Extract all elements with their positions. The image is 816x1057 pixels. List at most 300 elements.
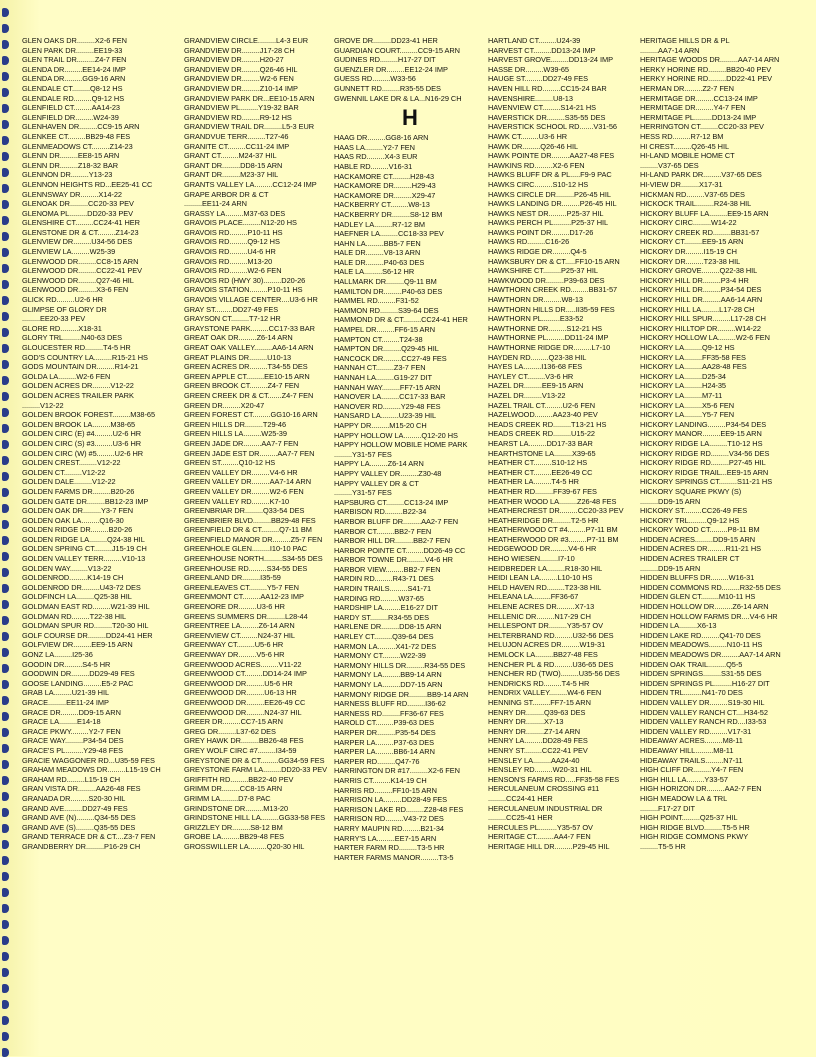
street-entry: GREENWAY DR.........V5-6 HR [184,650,285,659]
street-entry: .........DD9-15 ARN [640,563,701,573]
binding-hole [2,184,9,193]
street-entry: .........T5-5 HR [640,841,686,851]
street-entry: HAZEL DR.........EE9-15 ARN [488,381,584,391]
street-entry: HELENE ACRES DR.........X7-13 [488,602,595,612]
street-entry: HARNESS BLUFF RD.........I36-62 [334,699,446,709]
street-entry: HAPSBURG CT.........CC13-24 IMP [334,497,449,507]
street-entry: HICKORY LA.........Y5-7 FEN [640,410,735,420]
street-entry: HENSLEY RD.........W20-31 HIL [488,765,592,775]
binding-hole [2,600,9,609]
street-entry: GREENBRIAR DR.........Q33-54 DES [184,506,305,516]
street-entry: HICKORY CREEK RD.........BB31-57 [640,227,760,237]
street-entry: GREAT PLAINS DR.........U10-13 [184,352,292,362]
street-entry: GREENFIELD DR & CT.........Q7-11 BM [184,525,312,535]
binding-hole [2,88,9,97]
street-entry: HICKMAN RD.........V37-65 DES [640,189,745,199]
street-entry: HIDDEN LA.........X6-13 [640,621,717,631]
street-entry: GREYSTONE DR & CT.........GG34-59 FES [184,755,325,765]
binding-hole [2,520,9,529]
street-entry: GUARDIAN COURT.........CC9-15 ARN [334,45,460,55]
street-entry: GREEN FOREST CT.........GG10-16 ARN [184,410,318,420]
street-entry: HIDDEN SPRINGS.........S31-55 DES [640,669,762,679]
street-entry: HANCOCK DR.........CC27-49 FES [334,353,447,363]
street-entry: GLENDA DR.........EE14-24 IMP [22,64,126,74]
street-entry: HARBOR BLUFF DR.........AA2-7 FEN [334,516,459,526]
street-entry: GOLDEN OAK LA.........Q16-30 [22,515,124,525]
binding-hole [2,56,9,65]
street-entry: HAWTHORN PL.........E33-52 [488,314,584,324]
street-entry: HAWKS BLUFF DR & PL.....F9-9 PAC [488,170,612,180]
street-entry: HAPPY HOLLOW LA.........Q12-20 HS [334,430,458,440]
column-4 [488,36,638,851]
street-entry: GOLDEN BROOK LA.........M38-65 [22,419,136,429]
street-entry: GLENWOOD DR.........X3-6 FEN [22,285,129,295]
street-entry: GONZ LA.........I25-36 [22,650,93,659]
street-entry: GRACE.........EE11-24 IMP [22,697,109,707]
street-entry: HAROLD CT.........P39-63 DES [334,718,435,728]
street-entry: HIDEAWAY HILL.........M8-11 [640,745,734,755]
street-entry: HAZELWOOD.........AA23-40 PEV [488,410,598,420]
street-entry: HARTER FARM RD.........T3-5 HR [334,843,445,853]
street-entry: GREEN BROOK CT.........Z4-7 FEN [184,381,300,391]
street-entry: GLENKEE CT.........BB29-48 FES [22,131,131,141]
street-entry: GOLDEN CIRC (W) #5.........U2-6 HR [22,448,144,458]
street-entry: HIDDEN LAKE RD.........Q41-70 DES [640,630,761,640]
street-entry: HICKORY HILLTOP DR.........W14-22 [640,323,761,333]
street-entry: HEATHER WOOD LA.........Z26-48 FES [488,496,617,506]
street-entry: HENSON'S FARMS RD.....FF35-58 FES [488,774,620,784]
street-entry: GOLDMAN SPUR RD.........T20-30 HIL [22,621,149,631]
street-entry: HEARST LA.........DD17-33 BAR [488,438,593,448]
column-5 [640,36,798,851]
street-entry: HIGH RIDGE BLVD.........T5-5 HR [640,822,750,832]
street-entry: GOLDEN CREST.........V12-22 [22,458,121,468]
street-entry: GREEN HILLS DR.........T29-46 [184,419,287,429]
street-entry: HIDDEN SPRINGS PL.........H16-27 DIT [640,678,770,688]
street-entry: HAAS RD.........X4-3 EUR [334,152,418,162]
street-entry: HAYDEN RD.........Q23-38 HIL [488,352,587,362]
street-entry: HASSE DR.........W39-65 [488,64,569,74]
street-entry: HANOVER LA.........CC17-33 BAR [334,392,446,402]
binding-hole [2,904,9,913]
street-entry: HEHO WIESEN.........I7-10 [488,554,575,564]
street-entry: GRAVOIS STATION.........P10-11 HS [184,285,303,295]
street-entry: HERMITAGE DR.........Y4-7 FEN [640,103,746,113]
street-entry: HEIDI LEAN LA.........L10-10 HS [488,573,593,583]
street-entry: GRANTS VALLEY LA.........CC12-24 IMP [184,179,317,189]
street-entry: GLENVIEW LA.........W25-39 [22,247,116,257]
spiral-binding [0,0,12,1056]
street-entry: GREEN VALLEY DR.........V4-6 HR [184,467,298,477]
street-entry: GREENVIEW CT.........N24-37 HIL [184,630,295,640]
street-entry: HENDRIX VALLEY.........W4-6 FEN [488,688,602,698]
street-entry: HAWKS CIRCLE DR.........P26-45 HIL [488,189,611,199]
street-entry: HAWKINS RD.........X2-6 FEN [488,160,585,170]
binding-hole [2,264,9,273]
street-entry: GRAY ST.........DD27-49 FES [184,304,279,314]
street-entry: GREENWOOD DR.........EE26-49 CC [184,697,306,707]
street-entry: GLENOAK DR.........CC20-33 PEV [22,199,134,209]
binding-hole [2,968,9,977]
street-entry: GRACE DR.........DD9-15 ARN [22,707,121,717]
street-entry: HICKORY LANDING.........P34-54 DES [640,419,767,429]
street-entry: HAWTHORN CREEK RD.........BB31-57 [488,285,618,295]
street-entry: HACKAMORE DR.........X29-47 [334,190,436,200]
street-entry: HEATHERWOOD CT #4.........P7-11 BM [488,525,618,535]
binding-hole [2,40,9,49]
street-entry: HARBOR POINTE CT.........DD26-49 CC [334,545,466,555]
street-entry: HARDIN TRAILS.........S41-71 [334,584,432,594]
street-entry: HARMONY LA.........BB9-14 ARN [334,670,442,680]
street-entry: GRINDSTONE HILL LA.........GG33-58 FES [184,813,326,823]
street-entry: GRANADA DR.........S20-30 HIL [22,793,126,803]
street-entry: HAMMOND DR & CT.........CC24-41 HER [334,315,468,325]
street-entry: HAWK CT.........U3-6 HR [488,131,568,141]
binding-hole [2,584,9,593]
street-entry: GREENWAY CT.........U5-6 HR [184,640,284,650]
street-entry: GOLF COURSE DR.........DD24-41 HER [22,630,153,640]
street-entry: GLENFIELD CT.........AA14-23 [22,103,120,113]
binding-hole [2,440,9,449]
street-entry: HICKORY CIRC.........W14-22 [640,218,737,228]
street-entry: GRAVOIS RD.........Q9-12 HS [184,237,280,247]
street-entry: HALE DR.........V8-13 ARN [334,248,421,258]
street-entry: GOLDEN OAK DR.........Y3-7 FEN [22,506,134,516]
street-entry: HI-LAND MOBILE HOME CT [640,151,735,161]
street-entry: HEARTHSTONE LA.........X39-65 [488,448,596,458]
street-entry: HAMMON RD.........S39-64 DES [334,305,439,315]
street-entry: GLENN DR.........EE8-15 ARN [22,151,120,161]
street-entry: GREY HAWK DR.........BB26-48 FES [184,736,304,746]
street-entry: GOLDEN FARMS DR.........B20-26 [22,486,135,496]
street-entry: GRINDSTONE DR.........M13-20 [184,803,289,813]
street-entry: HAPPY HOLLOW MOBILE HOME PARK [334,440,468,450]
street-entry: .........CC24-41 HER [488,793,553,803]
street-entry: HEATHERCREST DR.........CC20-33 PEV [488,506,624,516]
street-entry: GOLDMAN EAST RD.........W21-39 HIL [22,602,150,612]
street-entry: GUENZLER DR.........EE12-24 IMP [334,64,448,74]
street-entry: HARRINGTON DR #17.........X2-6 FEN [334,766,460,776]
binding-hole [2,136,9,145]
street-entry: HARPER LA.........BB6-14 ARN [334,747,435,757]
street-entry: GREG DR.........L37-62 DES [184,726,276,736]
street-entry: .........Y31-57 FES [334,449,392,459]
column-1 [22,36,184,851]
binding-hole [2,104,9,113]
street-entry: HIDDEN VALLEY RD.........V17-31 [640,726,752,736]
binding-hole [2,1000,9,1009]
street-entry: GRAND AVE (S).........Q35-55 DES [22,822,136,832]
street-entry: HAEFNER LA.........CC18-33 PEV [334,229,444,239]
street-entry: HIDDEN VALLEY RANCH RD....I33-53 [640,717,767,727]
street-entry: HENDRICKS RD.........T4-5 HR [488,678,590,688]
street-entry: GREENWOOD CT.........DD14-24 IMP [184,669,307,679]
street-entry: HARDY ST.........R34-55 DES [334,612,430,622]
street-entry: HICKORY RIDGE TRAIL...EE9-15 ARN [640,467,769,477]
street-entry: HEATHERIDGE DR.........T2-5 HR [488,515,599,525]
street-entry: GREEN VALLEY DR.........W2-6 FEN [184,486,304,496]
street-entry: HIDDEN HOLLOW FARMS DR....V4-6 HR [640,611,778,621]
street-entry: GOLDEN CIRC (E) #4.........U2-6 HR [22,429,142,439]
binding-hole [2,216,9,225]
street-entry: HAVEN HILL RD.........CC15-24 BAR [488,83,607,93]
street-entry: GREENWOOD DR.........N24-37 HIL [184,707,302,717]
binding-hole [2,456,9,465]
street-entry: HIDDEN HOLLOW DR.........Z6-14 ARN [640,602,769,612]
street-entry: GLENWOOD DR.........CC22-41 PEV [22,266,143,276]
street-entry: HAWKS RD.........C16-26 [488,237,570,247]
binding-hole [2,408,9,417]
street-entry: HAPPY DR.........M15-20 CH [334,420,427,430]
street-entry: GOLDEN CT.........V12-22 [22,467,106,477]
street-entry: HARTER FARMS MANOR.........T3-5 [334,852,454,862]
binding-hole [2,152,9,161]
street-entry: HIDDEN ACRES TRAILER CT [640,554,740,564]
street-entry: HAWKWOOD DR.........P39-63 DES [488,275,605,285]
street-entry: HARBOR VIEW.........BB2-7 FEN [334,564,441,574]
street-entry: HIDDEN TRL.........N41-70 DES [640,688,743,698]
street-entry: GREENLAND DR.........I35-59 [184,573,281,583]
street-entry: HICKORY LA.........FF35-58 FES [640,352,746,362]
street-entry: HELLENIC DR.........N17-29 CH [488,611,591,621]
street-entry: HICKORY LA.........X5-6 FEN [640,400,735,410]
street-entry: GRAND AVE (N).........Q34-55 DES [22,813,136,823]
street-entry: HAWK DR.........Q26-46 HIL [488,141,579,151]
street-entry: HIGH POINT.........Q25-37 HIL [640,813,738,823]
street-entry: GREEN HILLS LA.........W25-39 [184,429,287,439]
street-entry: HEADS CREEK RD.........T13-21 HS [488,419,607,429]
binding-hole [2,1016,9,1025]
binding-hole [2,664,9,673]
street-entry: HARBOR HILL DR.........BB2-7 FEN [334,536,450,546]
column-3 [334,36,486,862]
street-entry: HELEANA LA.........FF36-67 [488,592,579,602]
binding-hole [2,872,9,881]
street-entry: GRAVOIS RD.........M13-20 [184,256,273,266]
street-entry: HERITAGE HILL DR.........P29-45 HIL [488,841,610,851]
street-entry: HARMONY HILLS DR.........R34-55 DES [334,660,466,670]
street-entry: HANSARD LA.........U23-39 HIL [334,411,437,421]
street-entry: HIDDEN ACRES.........DD9-15 ARN [640,534,756,544]
street-entry: GREEN ACRES DR.........T34-55 DES [184,362,308,372]
street-entry: GRANDVIEW DR.........J17-28 CH [184,45,295,55]
street-entry: HAMILTON DR.........P40-63 DES [334,286,443,296]
street-entry: HICKORY LA.........AA28-48 FES [640,362,747,372]
street-entry: HAVENVIEW CT.........S14-21 HS [488,103,597,113]
street-entry: HICKORY HILL SPUR.........L17-28 CH [640,314,766,324]
street-entry: HENCHER RD (TWO).........U35-56 DES [488,669,620,679]
binding-hole [2,888,9,897]
street-entry: GRANDVIEW RD.........R9-12 HS [184,112,292,122]
street-entry: GLENWOOD DR.........Q27-46 HIL [22,275,134,285]
binding-hole [2,504,9,513]
street-entry: HIGH HILL LA.........Y33-57 [640,774,728,784]
street-entry: HAWK POINTE DR.........AA27-48 FES [488,151,615,161]
street-entry: GRAVOIS RD (HWY 30).........D20-26 [184,275,306,285]
binding-hole [2,984,9,993]
street-entry: HICKORY ST.........CC26-49 FES [640,506,748,516]
street-entry: GLEN OAKS DR.........X2-6 FEN [22,36,127,45]
street-entry: HARPER LA.........P37-63 DES [334,737,435,747]
street-entry: .........Y31-57 FES [334,488,392,498]
street-entry: GROBE LA.........BB29-48 FES [184,832,285,842]
street-entry: HELLESPONT DR.........Y35-57 OV [488,621,603,631]
binding-hole [2,536,9,545]
street-entry: GLENDALE RD.........Q9-12 HS [22,93,125,103]
street-entry: HALE DR.........P40-63 DES [334,257,425,267]
street-entry: HERCULANEUM CROSSING #11 [488,784,600,794]
street-entry: GRANDVIEW PL.........Y19-32 BAR [184,103,299,113]
street-entry: HIDDEN OAK TRAIL.........Q5-5 [640,659,743,669]
street-entry: HICKORY LA.........M7-11 [640,390,723,400]
street-entry: GLICK RD.........U2-6 HR [22,295,103,305]
street-entry: GLENSHIRE CT.........CC24-41 HER [22,218,140,228]
binding-hole [2,376,9,385]
street-entry: GLENVIEW DR.........U34-56 DES [22,237,133,247]
street-entry: GRAB LA.........U21-39 HIL [22,688,110,698]
street-entry: HANOVER RD.........Y29-48 FES [334,401,441,411]
binding-hole [2,632,9,641]
street-entry: GRAYSTONE PARK.........CC17-33 BAR [184,323,315,333]
street-entry: HARRISON LAKE RD.........Z28-48 FES [334,804,464,814]
street-entry: HAYLEY CT.........V3-6 HR [488,371,574,381]
street-entry: HIDDEN MEADOWS DR.........AA7-14 ARN [640,650,781,659]
street-entry: GREENORE DR.........U3-6 HR [184,602,285,612]
street-entry: .........DD9-15 ARN [640,496,701,506]
street-entry: GWENNIL LAKE DR & LA...N16-29 CH [334,93,462,103]
street-entry: HADLEY LA.........R7-12 BM [334,219,425,229]
street-entry: GREEN CREEK DR & CT.......Z4-7 FEN [184,390,314,400]
binding-hole [2,856,9,865]
street-entry: GOLFVIEW DR.........EE9-15 ARN [22,640,133,650]
street-entry: GRANDVIEW TRAIL DR.........L5-3 EUR [184,122,315,132]
street-entry: HAMMEL RD.........F31-52 [334,296,419,306]
binding-hole [2,280,9,289]
street-entry: HICKORY MANOR.........EE9-15 ARN [640,429,762,439]
street-entry: GRANDVIEW CIRCLE.........L4-3 EUR [184,36,309,45]
binding-hole [2,488,9,497]
street-entry: GRAVOIS RD.........U4-6 HR [184,247,276,257]
street-entry: HI-VIEW DR.........X17-31 [640,179,723,189]
street-entry: .........EE11-24 ARN [184,199,247,209]
street-entry: HAMPEL DR.........FF6-15 ARN [334,325,435,335]
street-entry: GRAN VISTA DR.........AA26-48 FES [22,784,141,794]
street-entry: GRACE PKWY.........Y2-7 FEN [22,726,121,736]
street-entry: GRAYSON CT.........T7-12 HR [184,314,281,324]
binding-hole [2,552,9,561]
binding-hole [2,248,9,257]
street-entry: GRIFFITH RD.........BB22-40 PEV [184,774,294,784]
street-entry: GOLDA LA.........W2-6 FEN [22,371,111,381]
street-entry: HICKORY CT.........EE9-15 ARN [640,237,744,247]
street-entry: GRANDVIEW DR.........H20-27 [184,55,284,65]
street-entry: GLIMPSE OF GLORY DR [22,304,107,314]
street-entry: GUDINES RD.........H17-27 DIT [334,55,436,65]
street-entry: HICKORY SQUARE PKWY (S) [640,486,742,496]
street-entry: GLENN DR.........Z18-32 BAR [22,160,118,170]
street-entry: HARRY'S LA.........EE7-15 ARN [334,833,437,843]
binding-hole [2,232,9,241]
street-entry: HEATHER CT.........S10-12 HS [488,458,588,468]
street-entry: GOLDEN VALLEY TERR.........V10-13 [22,554,146,564]
binding-hole [2,312,9,321]
street-entry: GREENTREE LA.........Z6-14 ARN [184,621,295,631]
street-entry: HARRIS CT.........K14-19 CH [334,775,427,785]
street-entry: HENRY DR.........Q39-63 DES [488,707,586,717]
street-entry: GRAVOIS VILLAGE CENTER....U3-6 HR [184,295,318,305]
street-entry: HEADS CREEK RD.........U15-22 [488,429,595,439]
street-entry: GRAHAM RD.........L15-19 CH [22,774,121,784]
street-entry: GREENHOLE GLEN.........I10-10 PAC [184,544,308,554]
street-entry: HICKORY SPRINGS CT.........S11-21 HS [640,477,773,487]
binding-hole [2,616,9,625]
street-entry: HELUJON ACRES DR.........W19-31 [488,640,606,650]
street-entry: HENRY LA.........DD28-49 FES [488,736,588,746]
street-entry: HELD HAVEN RD.........T23-38 HIL [488,582,602,592]
street-entry: GUNNETT RD.........R35-55 DES [334,83,441,93]
street-entry: GREENLEAVES CT.........Y5-7 FEN [184,582,299,592]
street-entry: GOLDEN ACRES TRAILER PARK [22,390,134,400]
street-entry: HAUGE ST.........DD27-49 FES [488,74,589,84]
street-entry: HICKORY HILL DR.........P34-54 DES [640,285,762,295]
street-entry: GLEN PARK DR.........EE19-33 [22,45,123,55]
street-entry: GRANDVIEW DR.........Q26-46 HIL [184,64,298,74]
street-entry: HARDIN RD.........R43-71 DES [334,574,434,584]
street-entry: GLENNSWAY DR.........X14-22 [22,189,122,199]
street-entry: GOLDEN RIDGE LA.........Q24-38 HIL [22,534,145,544]
street-entry: HICKORY LA.........H24-35 [640,381,726,391]
street-entry: HEATHER LA.........T4-5 HR [488,477,579,487]
street-entry: .........V12-22 [22,400,64,410]
street-entry: GLENNON DR.........Y13-23 [22,170,113,180]
street-entry: HARDSHIP LA.........E16-27 DIT [334,603,438,613]
street-entry: HAWKS POINT DR.........D17-26 [488,227,594,237]
street-entry: HANNAH LA.........G19-27 DIT [334,373,432,382]
street-entry: .........AA7-14 ARN [640,45,700,55]
binding-hole [2,824,9,833]
street-entry: GREENWOOD DR.........U5-6 HR [184,678,293,688]
street-entry: HENCHER PL & RD.........U36-65 DES [488,659,614,669]
street-entry: GRAVOIS RD.........W2-6 FEN [184,266,282,276]
street-entry: HARVEST GROVE.........DD13-24 IMP [488,55,613,65]
street-entry: GRACE WAY.........P34-54 DES [22,736,124,746]
street-entry: HAVERSTICK DR.........S35-55 DES [488,112,606,122]
street-entry: GRIMM LA.........D7-8 PAC [184,793,271,803]
street-entry: HAMPTON DR.........Q29-45 HIL [334,344,439,354]
street-entry: GROSSWILLER LA.........Q20-30 HIL [184,841,305,851]
street-entry: GREEN JADE DR.........AA7-7 FEN [184,438,299,448]
street-entry: GREENHOUSE NORTH.........S34-55 DES [184,554,323,564]
street-entry: GRAVOIS RD.........P10-11 HS [184,227,283,237]
binding-hole [2,1032,9,1041]
street-entry: HENRY DR.........Z7-14 ARN [488,726,581,736]
street-entry: HARRISON LA.........DD28-49 FES [334,795,448,805]
street-entry: GREYSTONE FARM LA.........DD20-33 PEV [184,765,327,775]
binding-hole [2,344,9,353]
street-entry: HIGH MEADOW LA & TRL [640,793,728,803]
street-entry: GRANDBERRY DR.........P16-29 CH [22,841,141,851]
street-entry: HICKORY HILL DR.........P3-4 HR [640,275,749,285]
street-entry: HI CREST.........Q26-45 HIL [640,141,730,151]
binding-hole [2,776,9,785]
street-entry: .........V37-65 DES [640,160,699,170]
binding-hole [2,360,9,369]
binding-hole [2,792,9,801]
street-entry: GRANT CT.........M24-37 HIL [184,151,277,161]
street-entry: HICKORY HILL DR.........AA6-14 ARN [640,295,763,305]
street-entry: GRANT DR.........DD8-15 ARN [184,160,283,170]
street-entry: HIDDEN VALLEY DR.........S19-30 HIL [640,697,765,707]
